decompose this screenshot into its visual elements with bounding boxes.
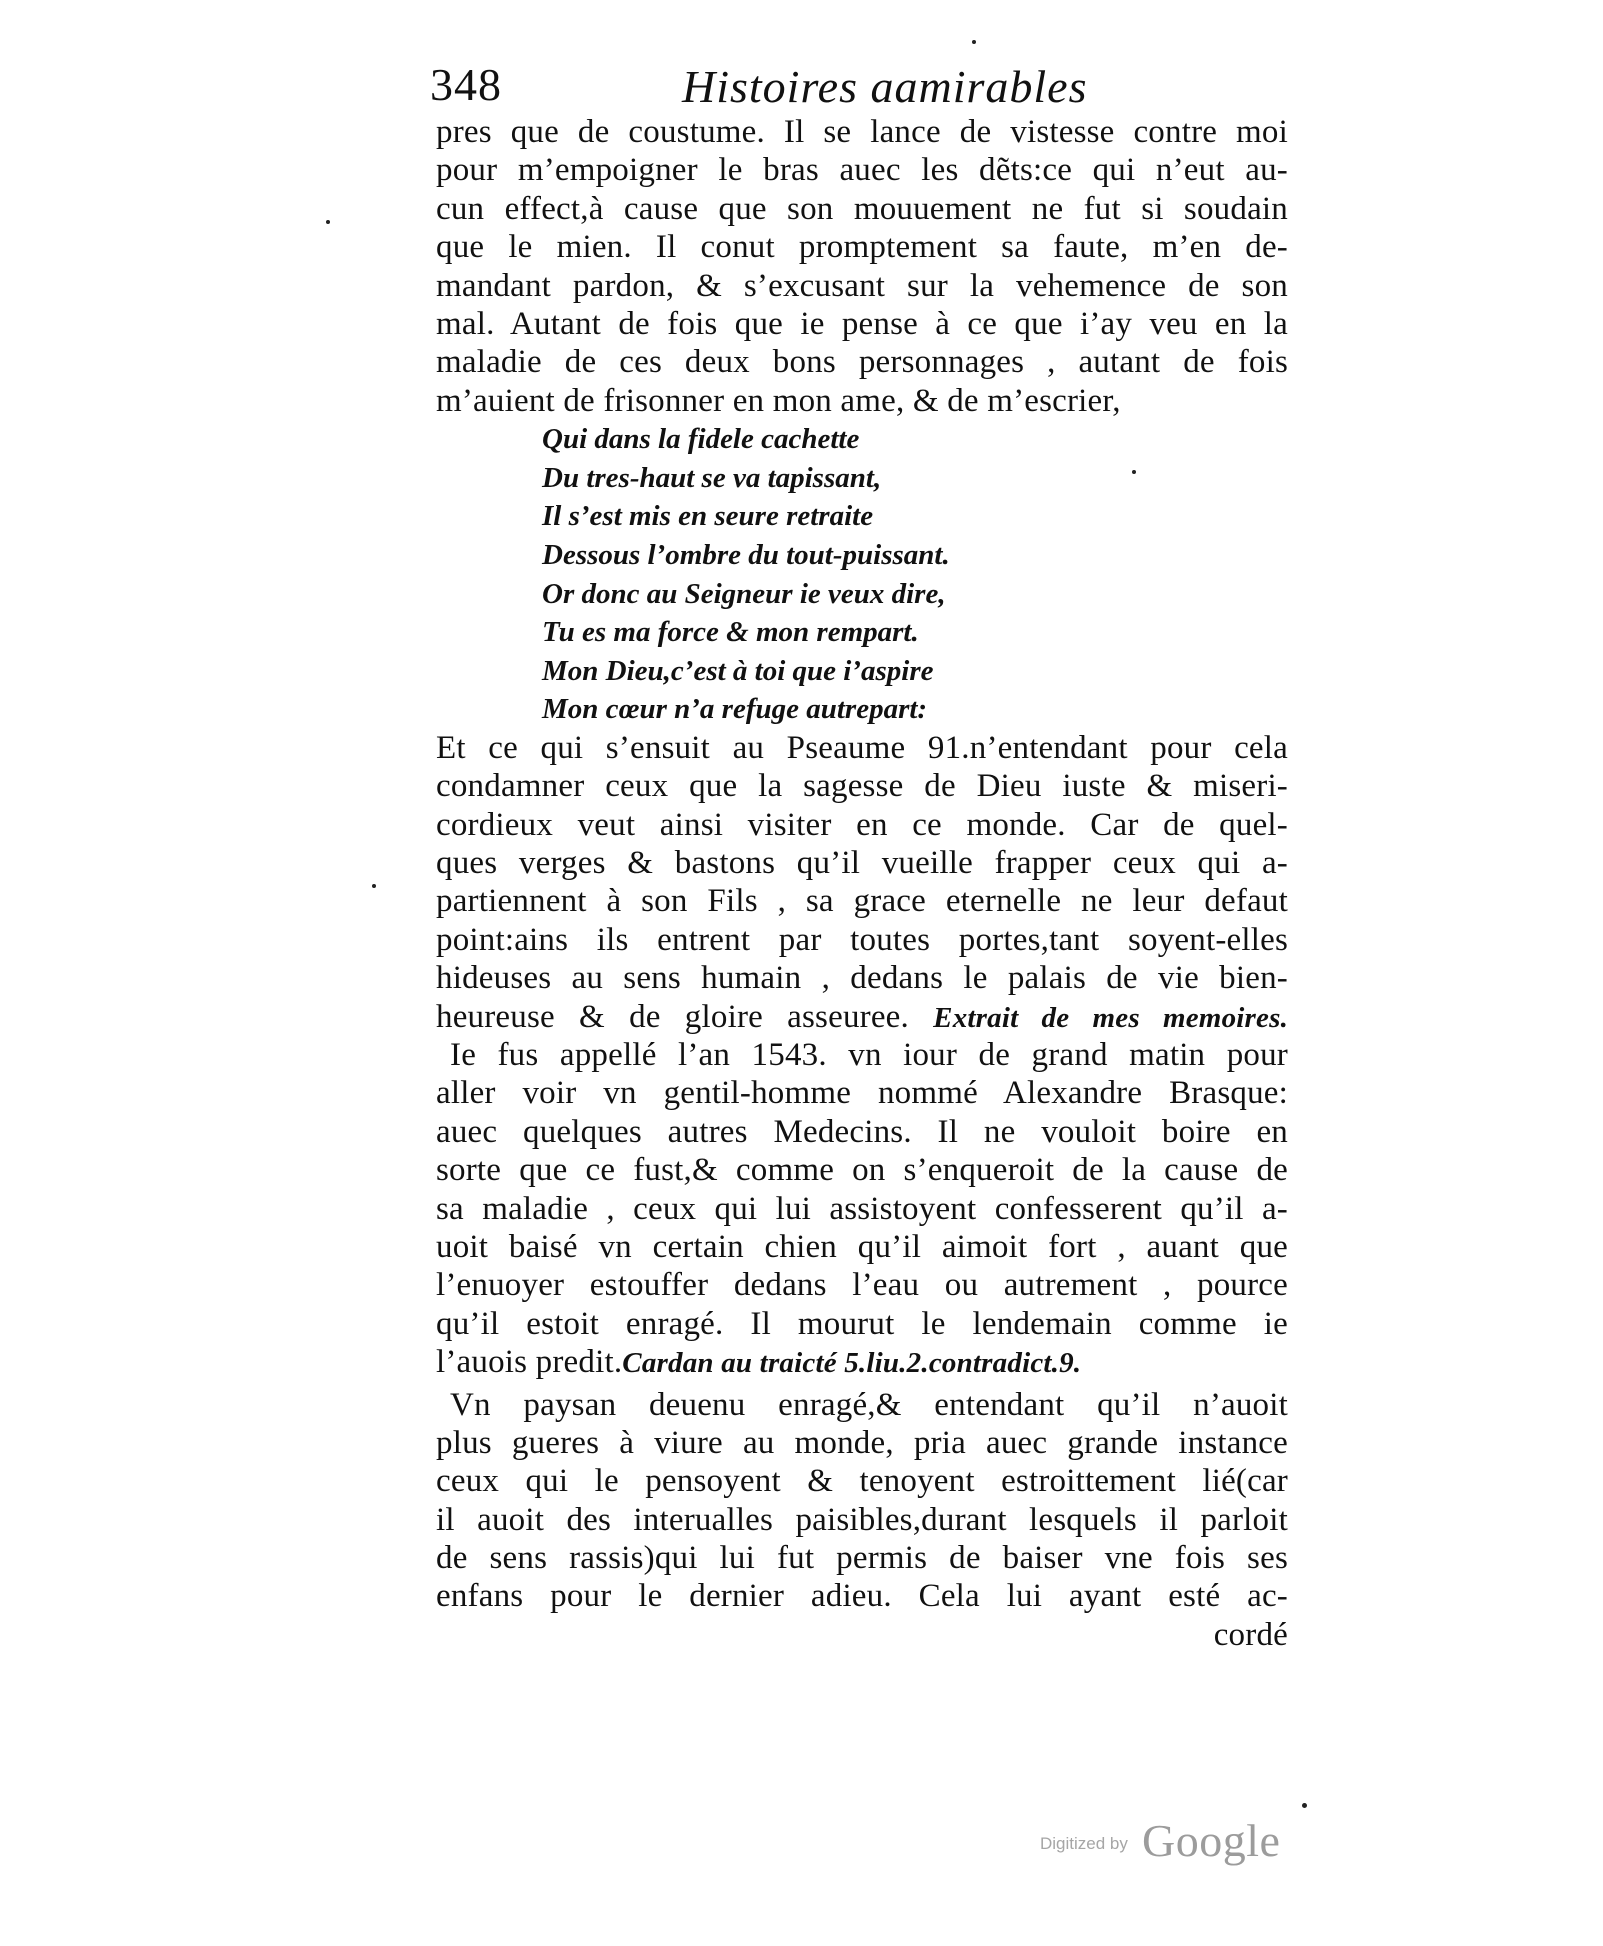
text-line: qu’il estoit enragé. Il mourut le lendemain comme ie <box>436 1305 1288 1342</box>
text-line-with-citation <box>436 1343 1288 1381</box>
text-line: uoit baisé vn certain chien qu’il aimoit fort , auant que <box>436 1228 1288 1265</box>
text-line: auec quelques autres Medecins. Il ne vouloit boire en <box>436 1113 1288 1150</box>
verse-line: Dessous l’ombre du tout-puissant. <box>542 538 950 571</box>
text-line: m’auient de frisonner en mon ame, & de m’escrier, <box>436 382 1121 419</box>
text-line: pour m’empoigner le bras auec les dẽts:ce qui n’eut au- <box>436 152 1288 189</box>
ink-speck <box>1302 1803 1307 1808</box>
text-line: aller voir vn gentil-homme nommé Alexandre Brasque: <box>436 1075 1288 1112</box>
paragraph-3 <box>436 1036 1288 1382</box>
catchword: cordé <box>1213 1616 1288 1653</box>
text-line: maladie de ces deux bons personnages , autant de fois <box>436 344 1288 381</box>
text-line: sa maladie , ceux qui lui assistoyent confesserent qu’il a- <box>436 1190 1288 1227</box>
body-text <box>436 113 1288 1654</box>
text-line: ceux qui le pensoyent & tenoyent estroittement lié(car <box>436 1463 1288 1500</box>
text-line: ques verges & bastons qu’il vueille frapper ceux qui a- <box>436 845 1288 882</box>
text-line: cordieux veut ainsi visiter en ce monde. Car de quel- <box>436 806 1288 843</box>
ink-speck <box>372 884 376 888</box>
text-line: enfans pour le dernier adieu. Cela lui ayant esté ac- <box>436 1578 1288 1615</box>
verse-line: Qui dans la fidele cachette <box>542 423 860 456</box>
text-line: partiennent à son Fils , sa grace eternelle ne leur defaut <box>436 883 1288 920</box>
text-line: hideuses au sens humain , dedans le palais de vie bien- <box>436 960 1288 997</box>
text-line: Ie fus appellé l’an 1543. vn iour de grand matin pour <box>450 1037 1288 1073</box>
verse-line: Du tres-haut se va tapissant, <box>542 461 882 494</box>
line-text: heureuse & de gloire asseuree. <box>436 998 909 1035</box>
text-line: Et ce qui s’ensuit au Pseaume 91.n’entendant pour cela <box>436 729 1288 766</box>
paragraph-4 <box>436 1386 1288 1655</box>
text-line: point:ains ils entrent par toutes portes,tant soyent-elles <box>436 921 1288 958</box>
page-number: 348 <box>430 59 502 110</box>
text-line: l’enuoyer estouffer dedans l’eau ou autrement , pource <box>436 1267 1288 1304</box>
verse-line: Tu es ma force & mon rempart. <box>542 616 919 649</box>
ink-speck <box>326 220 330 224</box>
text-line: sorte que ce fust,& comme on s’enqueroit de la cause de <box>436 1152 1288 1189</box>
line-text: l’auois predit. <box>436 1344 623 1381</box>
verse-line: Mon cœur n’a refuge autrepart: <box>542 693 928 726</box>
running-head: Histoires aamirables <box>682 61 1088 112</box>
paragraph-1 <box>436 113 1288 420</box>
text-line: mal. Autant de fois que ie pense à ce que i’ay veu en la <box>436 305 1288 342</box>
text-line: mandant pardon, & s’excusant sur la vehemence de son <box>436 267 1288 304</box>
marginal-citation: Extrait de mes memoires. <box>933 1001 1289 1034</box>
watermark-prefix: Digitized by <box>1040 1834 1128 1853</box>
text-line: que le mien. Il conut promptement sa faute, m’en de- <box>436 229 1288 266</box>
text-line: Vn paysan deuenu enragé,& entendant qu’il n’auoit <box>450 1386 1288 1423</box>
text-line: il auoit des interualles paisibles,durant lesquels il parloit <box>436 1501 1288 1538</box>
verse-line: Mon Dieu,c’est à toi que i’aspire <box>542 654 934 687</box>
text-line: plus gueres à viure au monde, pria auec grande instance <box>436 1424 1288 1461</box>
verse-line: Il s’est mis en seure retraite <box>542 500 874 533</box>
text-line: pres que de coustume. Il se lance de vistesse contre moi <box>436 114 1288 150</box>
text-line: de sens rassis)qui lui fut permis de baiser vne fois ses <box>436 1540 1288 1577</box>
digitized-by-google-watermark <box>1040 1814 1300 1874</box>
text-line-with-citation <box>436 998 1288 1036</box>
verse-line: Or donc au Seigneur ie veux dire, <box>542 577 946 610</box>
paragraph-2 <box>436 729 1288 1036</box>
text-line: condamner ceux que la sagesse de Dieu iuste & miseri- <box>436 768 1288 805</box>
ink-speck <box>1132 470 1136 474</box>
page-header <box>430 58 1310 118</box>
marginal-citation: Cardan au traicté 5.liu.2.contradict.9. <box>622 1347 1082 1380</box>
text-line: cun effect,à cause que son mouuement ne fut si soudain <box>436 190 1288 227</box>
ink-speck <box>972 40 976 44</box>
psalm-verse <box>436 420 1288 729</box>
google-logo: Google <box>1142 1815 1281 1866</box>
